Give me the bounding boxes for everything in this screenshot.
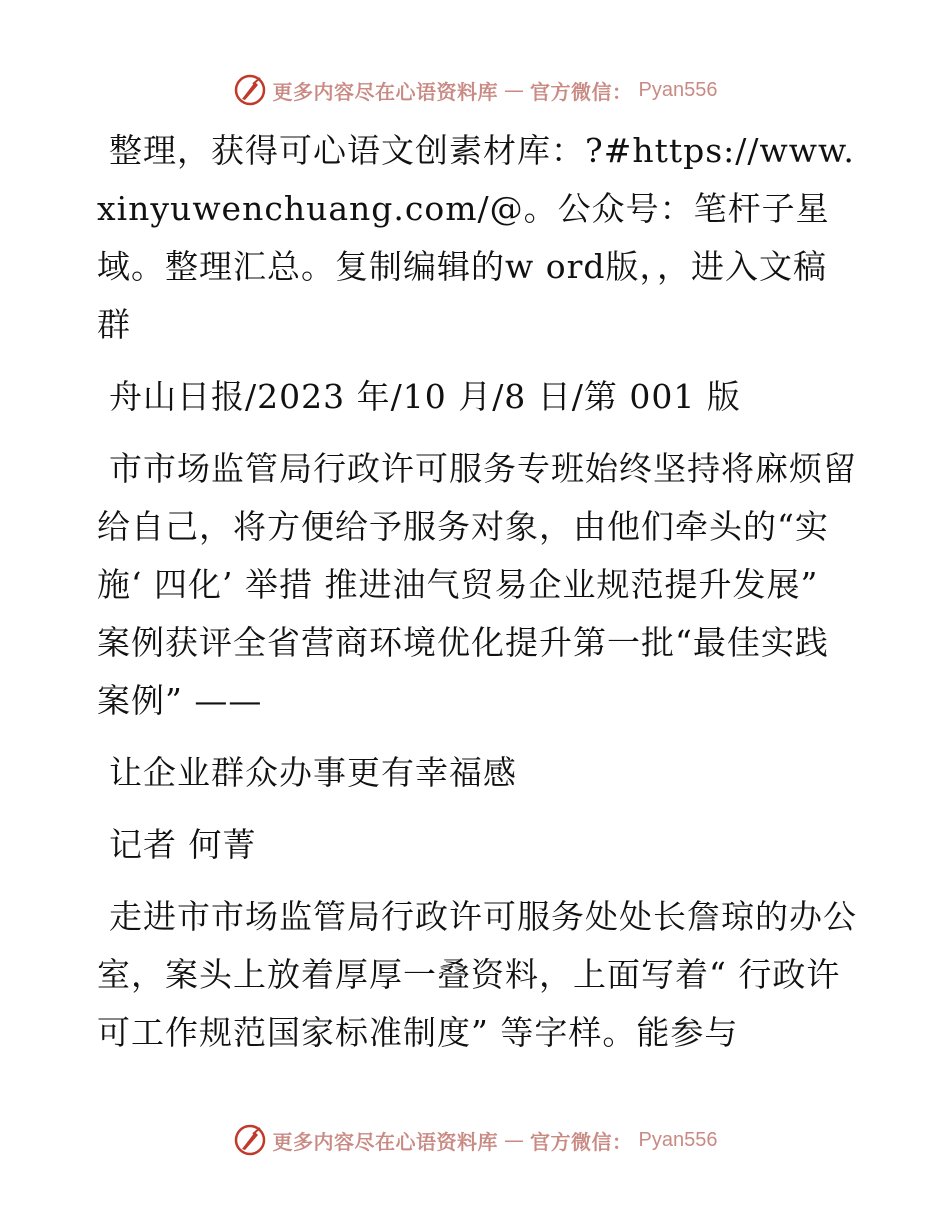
- banner-text: 更多内容尽在心语资料库: [272, 1129, 499, 1154]
- banner-wechat-handle: Pyan556: [638, 78, 718, 101]
- paragraph-body: 走进市市场监管局行政许可服务处处长詹琼的办公室，案头上放着厚厚一叠资料，上面写着“ 行政许可工作规范国家标准制度” 等字样。能参与: [97, 897, 857, 1052]
- document-body: [97, 122, 857, 1076]
- paragraph-source-note: 整理，获得可心语文创素材库：?#https://www.xinyuwenchuang.com/@。公众号：笔杆子星域。整理汇总。复制编辑的w ord版，，进入文稿群: [97, 131, 855, 344]
- paragraph-intro: 市市场监管局行政许可服务专班始终坚持将麻烦留给自己，将方便给予服务对象，由他们牵头的“实施‘ 四化’ 举措 推进油气贸易企业规范提升发展” 案例获评全省营商环境优化提升第一批“最佳实践案例” ——: [97, 449, 857, 720]
- quill-circle-logo-icon: [233, 1123, 267, 1157]
- article-byline: 记者 何菁: [109, 825, 257, 864]
- article-headline: 让企业群众办事更有幸福感: [109, 753, 517, 792]
- banner-wechat-handle: Pyan556: [638, 1128, 718, 1151]
- banner-wechat-label: 官方微信：: [530, 79, 633, 104]
- paragraph-publication-line: 舟山日报/2023 年/10 月/8 日/第 001 版: [109, 377, 741, 416]
- quill-circle-logo-icon: [233, 73, 267, 107]
- banner-dash: —: [504, 78, 525, 102]
- footer-watermark-banner: [0, 1120, 950, 1160]
- banner-text: 更多内容尽在心语资料库: [272, 79, 499, 104]
- header-watermark-banner: [0, 70, 950, 110]
- banner-wechat-label: 官方微信：: [530, 1129, 633, 1154]
- banner-dash: —: [504, 1128, 525, 1152]
